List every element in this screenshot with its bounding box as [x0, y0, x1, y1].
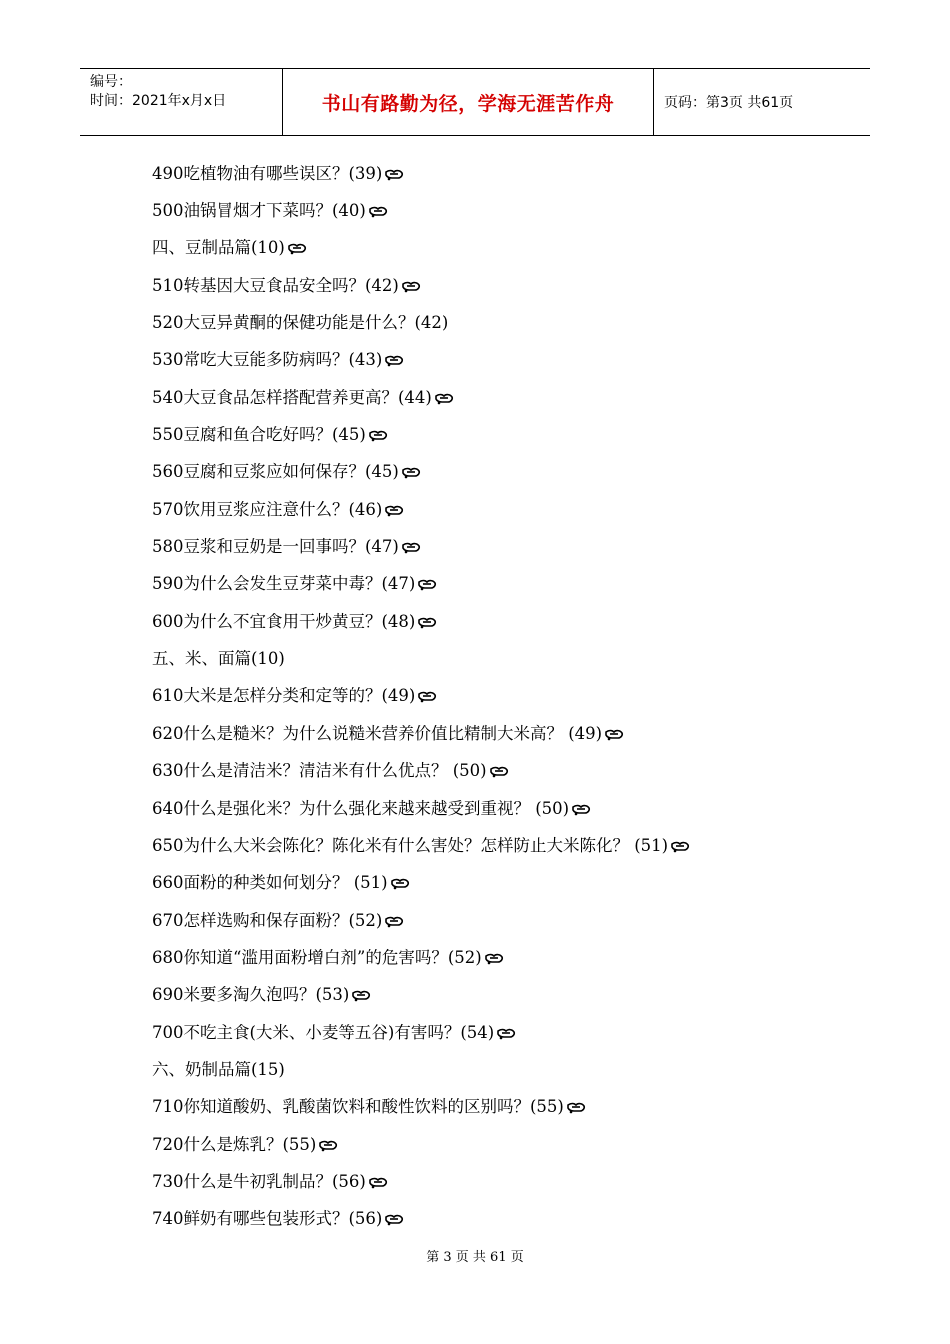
hyperlink-icon[interactable]	[417, 614, 437, 626]
hyperlink-icon[interactable]	[489, 763, 509, 775]
hyperlink-icon[interactable]	[368, 427, 388, 439]
toc-entry-text[interactable]: 550豆腐和鱼合吃好吗？(45)	[152, 425, 366, 445]
toc-entry[interactable]	[152, 190, 690, 227]
toc-entry-text[interactable]: 720什么是炼乳？(55)	[152, 1134, 317, 1154]
toc-entry[interactable]	[152, 526, 690, 563]
toc-entry-text[interactable]: 540大豆食品怎样搭配营养更高？(44)	[152, 387, 432, 407]
toc-entry-text[interactable]: 六、奶制品篇(15)	[152, 1059, 285, 1079]
toc-entry-text[interactable]: 510转基因大豆食品安全吗？(42)	[152, 275, 399, 295]
toc-entry[interactable]	[152, 1161, 690, 1198]
toc-entry[interactable]	[152, 1087, 690, 1124]
hyperlink-icon[interactable]	[368, 1174, 388, 1186]
toc-entry-text[interactable]: 560豆腐和豆浆应如何保存？(45)	[152, 462, 399, 482]
toc-entry[interactable]	[152, 265, 690, 302]
table-of-contents	[152, 153, 690, 1236]
toc-entry-text[interactable]: 620什么是糙米？为什么说糙米营养价值比精制大米高？ (49)	[152, 723, 603, 743]
hyperlink-icon[interactable]	[401, 278, 421, 290]
document-time-label: 时间：2021年x月x日	[90, 93, 227, 109]
toc-entry[interactable]	[152, 1049, 690, 1086]
toc-entry-text[interactable]: 710你知道酸奶、乳酸菌饮料和酸性饮料的区别吗？(55)	[152, 1097, 564, 1117]
toc-entry-text[interactable]: 530常吃大豆能多防病吗？(43)	[152, 350, 383, 370]
hyperlink-icon[interactable]	[384, 352, 404, 364]
hyperlink-icon[interactable]	[670, 838, 690, 850]
toc-entry-text[interactable]: 700不吃主食(大米、小麦等五谷)有害吗？(54)	[152, 1022, 495, 1042]
toc-entry[interactable]	[152, 863, 690, 900]
toc-entry[interactable]	[152, 228, 690, 265]
toc-entry[interactable]	[152, 713, 690, 750]
toc-entry[interactable]	[152, 900, 690, 937]
hyperlink-icon[interactable]	[496, 1025, 516, 1037]
header-motto: 书山有路勤为径，学海无涯苦作舟	[321, 92, 615, 115]
toc-entry[interactable]	[152, 414, 690, 451]
hyperlink-icon[interactable]	[384, 1211, 404, 1223]
toc-entry-text[interactable]: 740鲜奶有哪些包装形式？(56)	[152, 1209, 383, 1229]
toc-entry-text[interactable]: 590为什么会发生豆芽菜中毒？(47)	[152, 574, 416, 594]
toc-entry-text[interactable]: 五、米、面篇(10)	[152, 649, 285, 669]
hyperlink-icon[interactable]	[368, 203, 388, 215]
toc-entry-text[interactable]: 690米要多淘久泡吗？(53)	[152, 985, 350, 1005]
header-page-cell	[654, 69, 870, 135]
hyperlink-icon[interactable]	[417, 576, 437, 588]
toc-entry-text[interactable]: 650为什么大米会陈化？陈化米有什么害处？怎样防止大米陈化？ (51)	[152, 835, 669, 855]
toc-entry-text[interactable]: 490吃植物油有哪些误区？(39)	[152, 163, 383, 183]
toc-entry[interactable]	[152, 1012, 690, 1049]
toc-entry-text[interactable]: 630什么是清洁米？清洁米有什么优点？ (50)	[152, 761, 487, 781]
toc-entry-text[interactable]: 600为什么不宜食用干炒黄豆？(48)	[152, 611, 416, 631]
toc-entry-text[interactable]: 四、豆制品篇(10)	[152, 238, 285, 258]
toc-entry[interactable]	[152, 1124, 690, 1161]
toc-entry-text[interactable]: 640什么是强化米？为什么强化来越来越受到重视？ (50)	[152, 798, 570, 818]
toc-entry-text[interactable]: 520大豆异黄酮的保健功能是什么？(42)	[152, 313, 449, 333]
hyperlink-icon[interactable]	[390, 875, 410, 887]
toc-entry[interactable]	[152, 1199, 690, 1236]
toc-entry[interactable]	[152, 937, 690, 974]
header-meta	[80, 69, 282, 135]
toc-entry-text[interactable]: 730什么是牛初乳制品？(56)	[152, 1171, 366, 1191]
toc-entry[interactable]	[152, 638, 690, 675]
toc-entry[interactable]	[152, 452, 690, 489]
hyperlink-icon[interactable]	[571, 801, 591, 813]
toc-entry[interactable]	[152, 564, 690, 601]
document-number-label: 编号：	[90, 74, 132, 90]
toc-entry-text[interactable]: 670怎样选购和保存面粉？(52)	[152, 910, 383, 930]
toc-entry[interactable]	[152, 601, 690, 638]
toc-entry-text[interactable]: 680你知道“滥用面粉增白剂”的危害吗？(52)	[152, 947, 482, 967]
toc-entry-text[interactable]: 660面粉的种类如何划分？ (51)	[152, 873, 388, 893]
document-header	[80, 68, 870, 136]
toc-entry[interactable]	[152, 340, 690, 377]
hyperlink-icon[interactable]	[318, 1137, 338, 1149]
header-motto-cell	[282, 69, 654, 135]
hyperlink-icon[interactable]	[604, 726, 624, 738]
footer-page-number: 第 3 页 共 61 页	[426, 1250, 524, 1265]
toc-entry-text[interactable]: 570饮用豆浆应注意什么？(46)	[152, 499, 383, 519]
toc-entry-text[interactable]: 610大米是怎样分类和定等的？(49)	[152, 686, 416, 706]
hyperlink-icon[interactable]	[287, 240, 307, 252]
page-footer	[0, 1246, 950, 1265]
toc-entry[interactable]	[152, 788, 690, 825]
hyperlink-icon[interactable]	[434, 390, 454, 402]
hyperlink-icon[interactable]	[384, 166, 404, 178]
hyperlink-icon[interactable]	[384, 913, 404, 925]
toc-entry[interactable]	[152, 676, 690, 713]
hyperlink-icon[interactable]	[484, 950, 504, 962]
toc-entry-text[interactable]: 500油锅冒烟才下菜吗？(40)	[152, 201, 366, 221]
hyperlink-icon[interactable]	[384, 502, 404, 514]
hyperlink-icon[interactable]	[401, 464, 421, 476]
hyperlink-icon[interactable]	[417, 688, 437, 700]
toc-entry[interactable]	[152, 153, 690, 190]
hyperlink-icon[interactable]	[351, 987, 371, 999]
toc-entry[interactable]	[152, 825, 690, 862]
toc-entry-text[interactable]: 580豆浆和豆奶是一回事吗？(47)	[152, 537, 399, 557]
toc-entry[interactable]	[152, 751, 690, 788]
header-page-label: 页码：第3页 共61页	[664, 95, 794, 111]
hyperlink-icon[interactable]	[401, 539, 421, 551]
toc-entry[interactable]	[152, 302, 690, 339]
hyperlink-icon[interactable]	[566, 1099, 586, 1111]
toc-entry[interactable]	[152, 975, 690, 1012]
toc-entry[interactable]	[152, 377, 690, 414]
toc-entry[interactable]	[152, 489, 690, 526]
